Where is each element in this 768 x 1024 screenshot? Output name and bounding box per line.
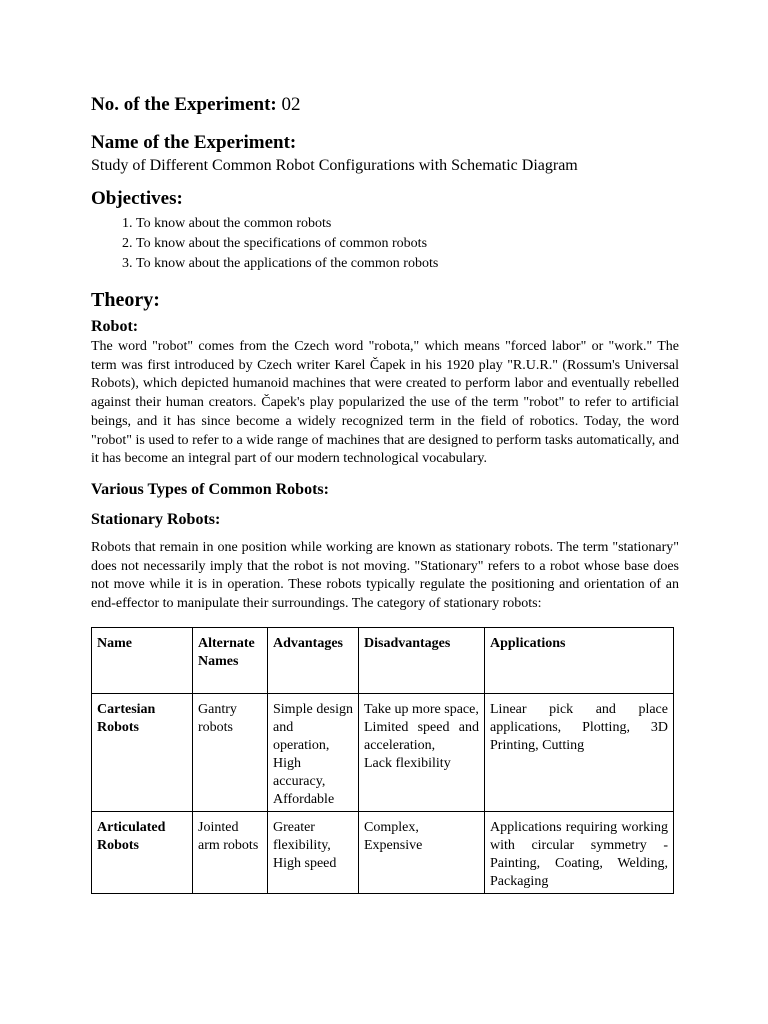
objective-item: 3. To know about the applications of the common robots [136, 254, 679, 274]
cell-alternate: Jointed arm robots [193, 811, 268, 893]
disadvantage-line: Complex, [364, 819, 419, 835]
column-header: Advantages [268, 627, 359, 693]
cell-advantages [268, 693, 359, 811]
types-heading: Various Types of Common Robots: [91, 480, 329, 498]
advantage-line: Simple design and operation, [273, 701, 353, 753]
cell-applications: Applications requiring working with circular symmetry - Painting, Coating, Welding, Packaging [485, 811, 674, 893]
cell-disadvantages [359, 811, 485, 893]
theory-heading: Theory: [91, 289, 160, 311]
document-page [91, 92, 679, 894]
disadvantage-line: Expensive [364, 837, 423, 853]
robot-heading: Robot: [91, 318, 139, 335]
advantage-line: High speed [273, 855, 337, 871]
column-header: Name [92, 627, 193, 693]
table-header-row [92, 627, 674, 693]
experiment-name-label: Name of the Experiment: [91, 132, 297, 153]
objectives-list [91, 214, 679, 274]
advantage-line: Affordable [273, 791, 335, 807]
objective-item: 1. To know about the common robots [136, 214, 679, 234]
column-header: Disadvantages [359, 627, 485, 693]
robot-paragraph: The word "robot" comes from the Czech word "robota," which means "forced labor" or "work." The term was first introduced by Czech writer Karel Čapek in his 1920 play "R.U.R." (Rossum's Universal Robots), which depicted humanoid machines that were created to perform labor and eventually rebelled against their human creators. Čapek's play popularized the use of the term "robot" to refer to artificial beings, and it has since become a widely recognized term in the field of robotics. Today, the word "robot" is used to refer to a wide range of machines that are designed to perform tasks automatically, and it has become an integral part of our modern technological vocabulary. [91, 339, 679, 467]
column-header: Applications [485, 627, 674, 693]
cell-alternate: Gantry robots [193, 693, 268, 811]
table-row [92, 811, 674, 893]
cell-advantages [268, 811, 359, 893]
experiment-name-value: Study of Different Common Robot Configurations with Schematic Diagram [91, 157, 578, 174]
stationary-heading: Stationary Robots: [91, 510, 221, 528]
robot-types-table [91, 627, 674, 894]
column-header: Alternate Names [193, 627, 268, 693]
cell-applications: Linear pick and place applications, Plotting, 3D Printing, Cutting [485, 693, 674, 811]
disadvantage-line: Lack flexibility [364, 755, 451, 771]
table-row [92, 693, 674, 811]
cell-name: Cartesian Robots [92, 693, 193, 811]
advantage-line: Greater flexibility, [273, 819, 331, 853]
experiment-number [91, 92, 679, 118]
disadvantage-line: Take up more space, [364, 701, 479, 717]
objective-item: 2. To know about the specifications of common robots [136, 234, 679, 254]
stationary-paragraph: Robots that remain in one position while working are known as stationary robots. The term "stationary" does not necessarily imply that the robot is not moving. "Stationary" refers to a robot whose base does not move while it is in operation. These robots typically regulate the positioning and orientation of an end-effector to manipulate their surroundings. The category of stationary robots: [91, 539, 679, 612]
experiment-number-label: No. of the Experiment: [91, 94, 277, 115]
experiment-number-value: 02 [281, 94, 301, 115]
advantage-line: High accuracy, [273, 755, 326, 789]
cell-name: Articulated Robots [92, 811, 193, 893]
disadvantage-line: Limited speed and acceleration, [364, 719, 479, 753]
cell-disadvantages [359, 693, 485, 811]
objectives-heading: Objectives: [91, 188, 183, 209]
